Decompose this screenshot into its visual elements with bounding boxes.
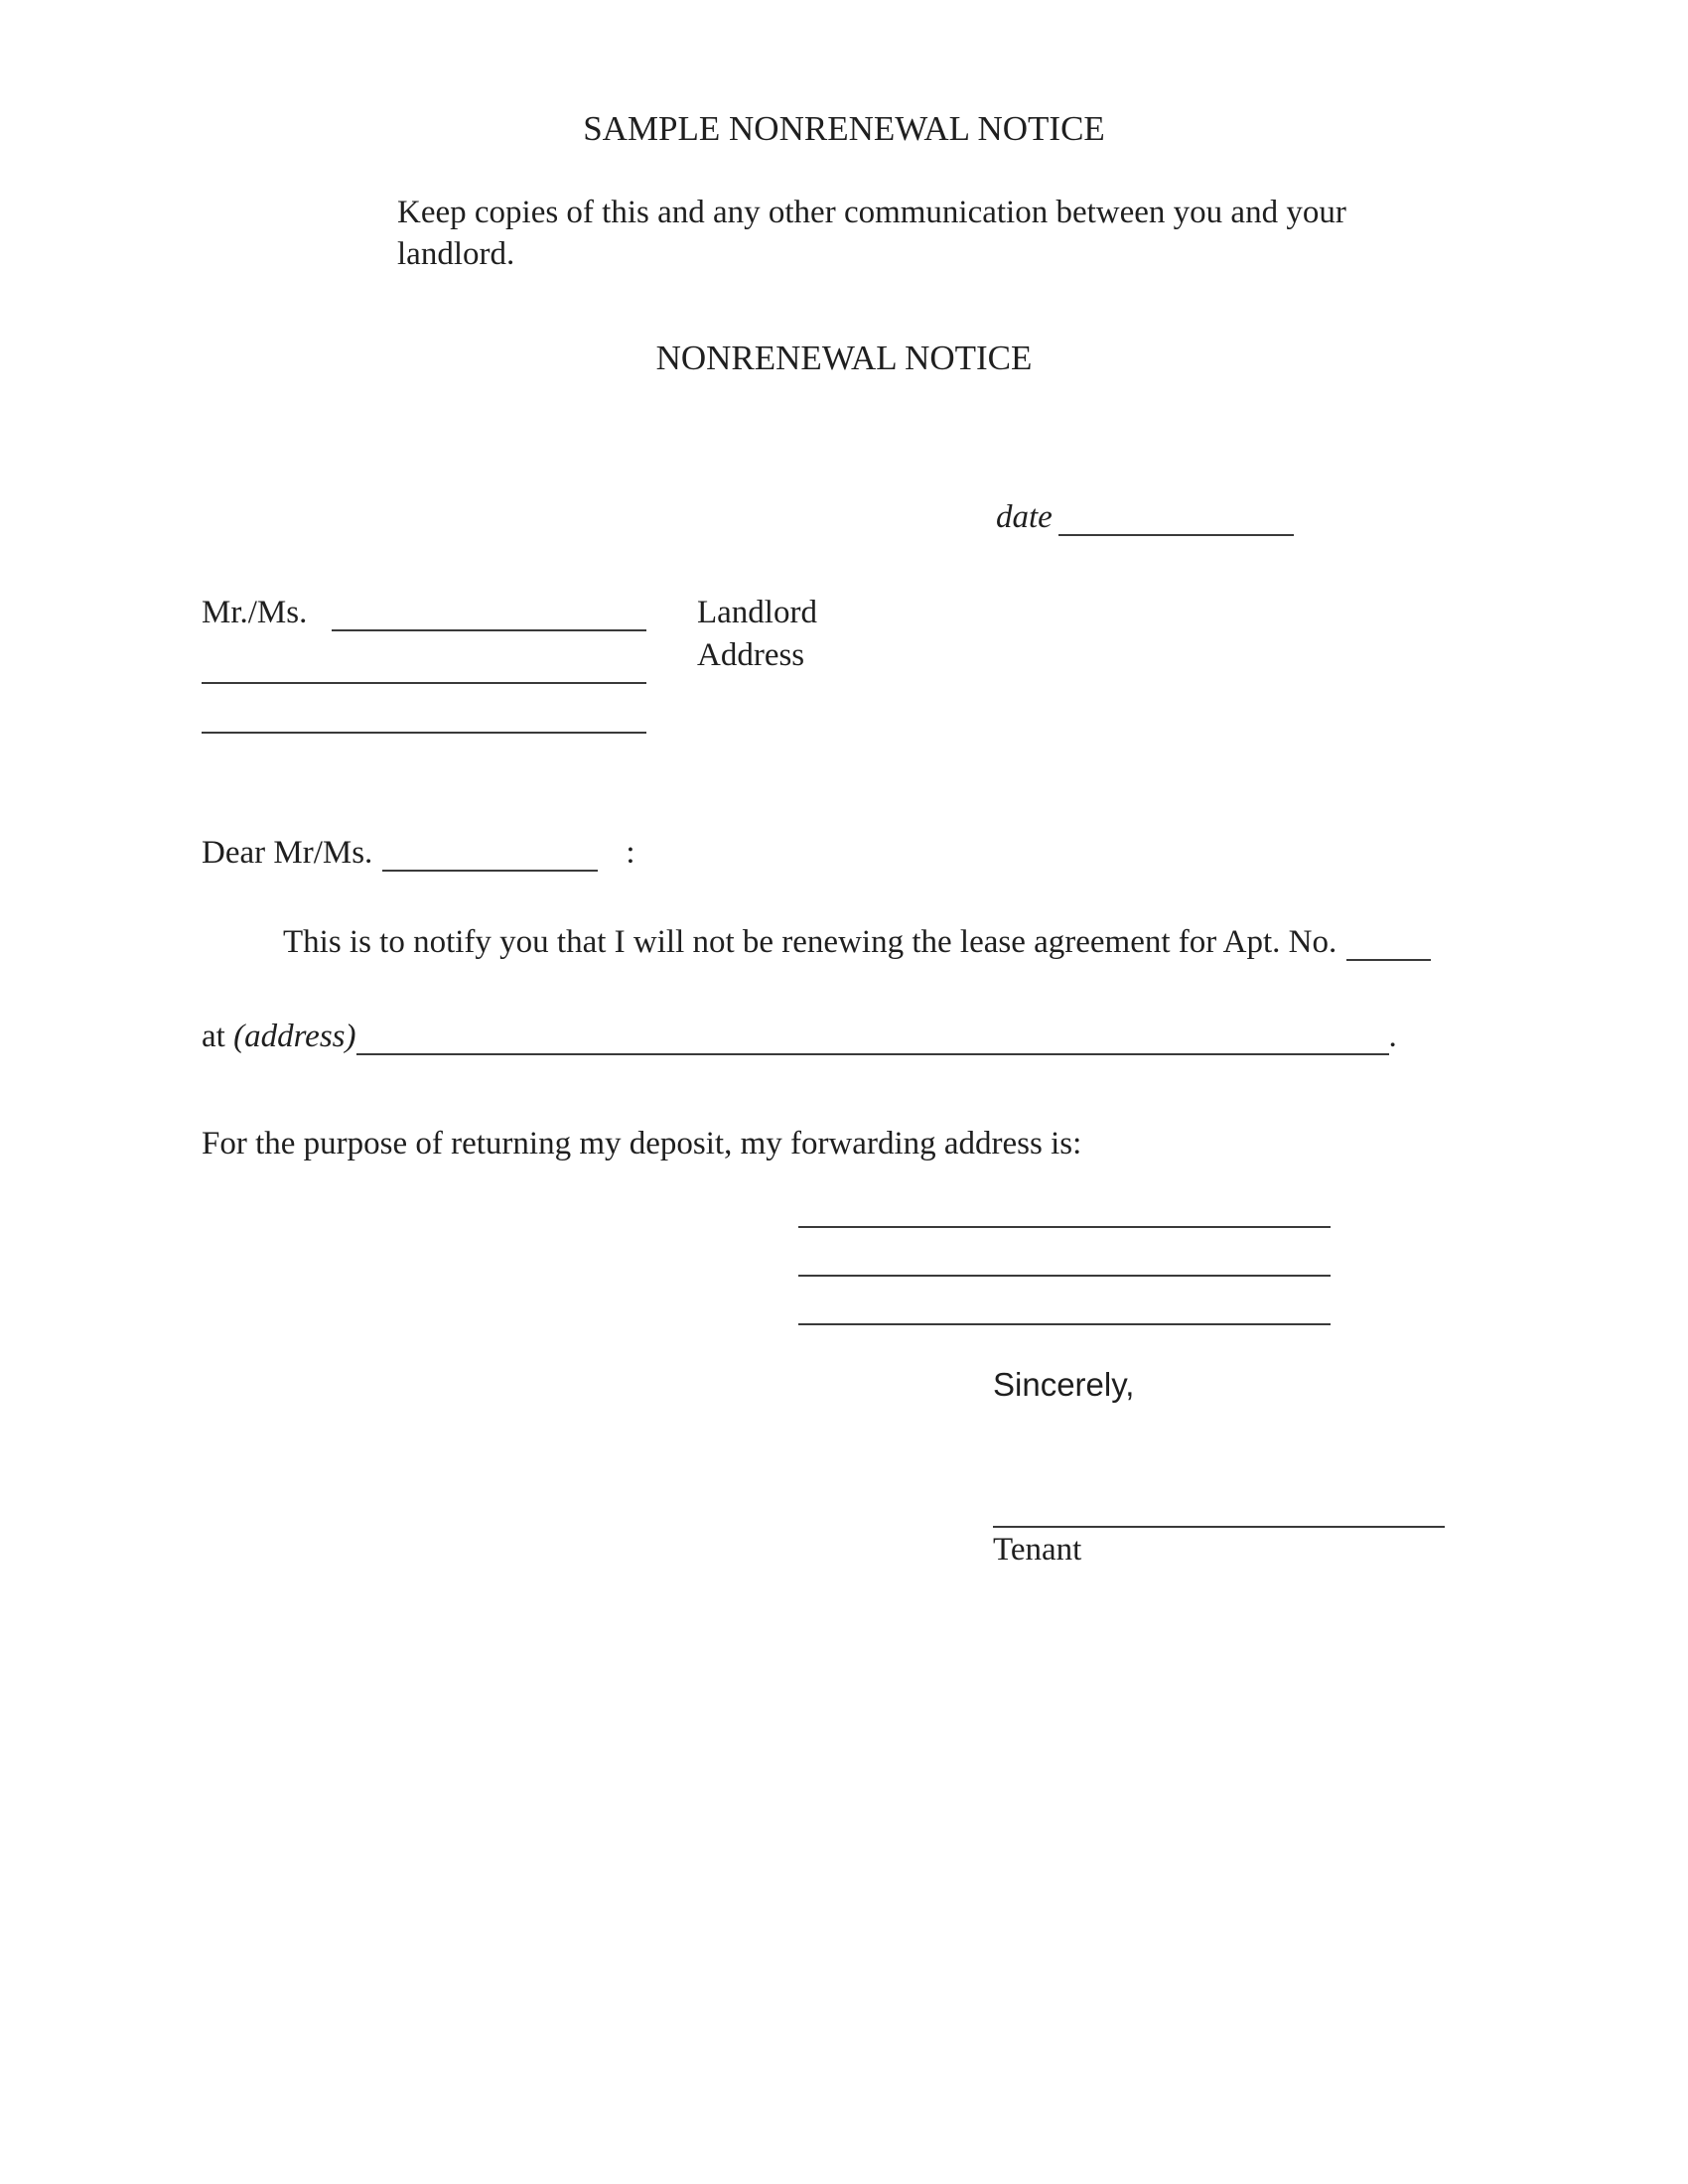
body-sentence: This is to notify you that I will not be renewing the lease agreement for Apt. No. <box>283 924 1337 960</box>
intro-line-1: Keep copies of this and any other communication between you and your <box>397 195 1346 230</box>
salutation-colon: : <box>626 835 635 871</box>
address-sentence-row <box>202 1017 1397 1056</box>
closing-label: Sincerely, <box>993 1366 1135 1403</box>
forwarding-blank-line-2 <box>798 1275 1331 1277</box>
page-title: SAMPLE NONRENEWAL NOTICE <box>583 109 1105 148</box>
intro-line-2: landlord. <box>397 236 515 272</box>
notice-heading: NONRENEWAL NOTICE <box>655 339 1033 377</box>
landlord-label: Landlord <box>697 595 817 630</box>
address-blank-line <box>356 1024 1389 1055</box>
recipient-address-blank-line-1 <box>202 682 646 684</box>
body-sentence-row <box>283 922 1431 962</box>
intro-paragraph <box>397 192 1346 275</box>
address-label: Address <box>697 637 805 673</box>
recipient-address-blank-line-2 <box>202 732 646 734</box>
recipient-name-row <box>202 593 646 632</box>
address-sentence-prefix: at <box>202 1019 234 1054</box>
forwarding-blank-line-3 <box>798 1323 1331 1325</box>
salutation-blank-line <box>382 840 598 872</box>
forwarding-sentence: For the purpose of returning my deposit, my forwarding address is: <box>202 1126 1082 1161</box>
address-placeholder-label: (address) <box>233 1019 356 1054</box>
salutation-row <box>202 833 634 873</box>
recipient-name-blank-line <box>332 600 646 631</box>
tenant-label: Tenant <box>993 1532 1082 1568</box>
apt-no-blank-line <box>1346 929 1431 961</box>
recipient-name-label: Mr./Ms. <box>202 595 308 630</box>
signature-blank-line <box>993 1526 1445 1528</box>
salutation-label: Dear Mr/Ms. <box>202 835 373 871</box>
date-label: date <box>996 499 1053 535</box>
date-row <box>996 497 1294 537</box>
address-sentence-period: . <box>1388 1019 1397 1054</box>
forwarding-blank-line-1 <box>798 1226 1331 1228</box>
date-blank-line <box>1058 504 1294 536</box>
